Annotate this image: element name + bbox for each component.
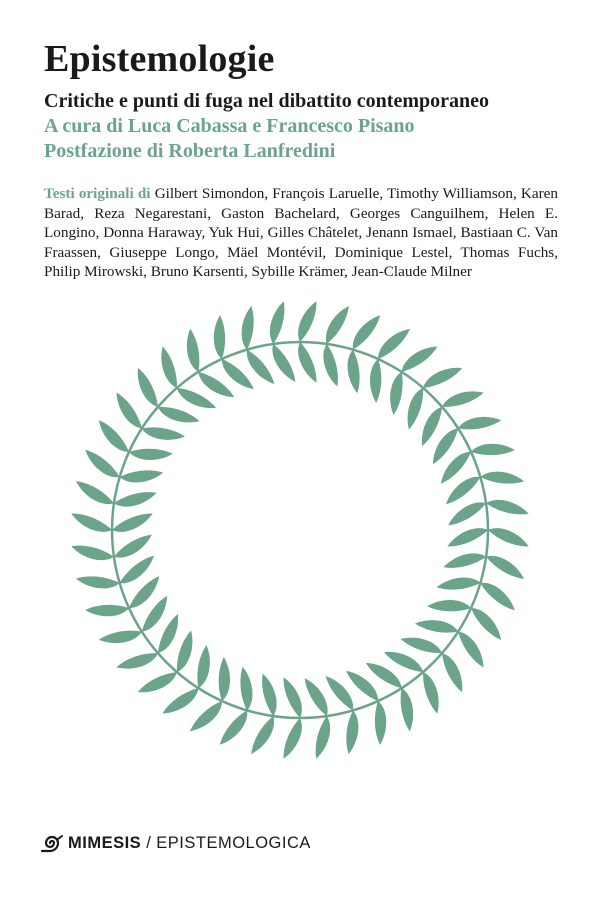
book-subtitle: Critiche e punti di fuga nel dibattito contemporaneo xyxy=(44,90,489,112)
footer-separator: / xyxy=(146,833,152,852)
authors-list: Gilbert Simondon, François Laruelle, Timothy Williamson, Karen Barad, Reza Negarestani, Gaston Bachelard, Georges Canguilhem, Helen E. Longino, Donna Haraway, Yuk Hui, Gilles Châtelet, Jenann Ismael, Bastiaan C. Van Fraassen, Giuseppe Longo, Mäel Montévil, Dominique Lestel, Thomas Fuchs, Philip Mirowski, Bruno Karsenti, Sybille Krämer, Jean-Claude Milner xyxy=(44,185,559,280)
book-editors: A cura di Luca Cabassa e Francesco Pisano xyxy=(44,115,415,137)
book-afterword: Postfazione di Roberta Lanfredini xyxy=(44,140,336,162)
book-title: Epistemologie xyxy=(44,38,275,80)
authors-lead: Testi originali di xyxy=(44,185,151,202)
snail-spiral-icon xyxy=(40,833,64,853)
publisher-footer xyxy=(40,833,311,853)
laurel-wreath-icon xyxy=(70,300,530,760)
series-name: EPISTEMOLOGICA xyxy=(156,833,311,852)
wreath-stem xyxy=(112,342,488,718)
publisher-name: MIMESIS xyxy=(68,833,142,852)
authors-block xyxy=(44,184,558,282)
